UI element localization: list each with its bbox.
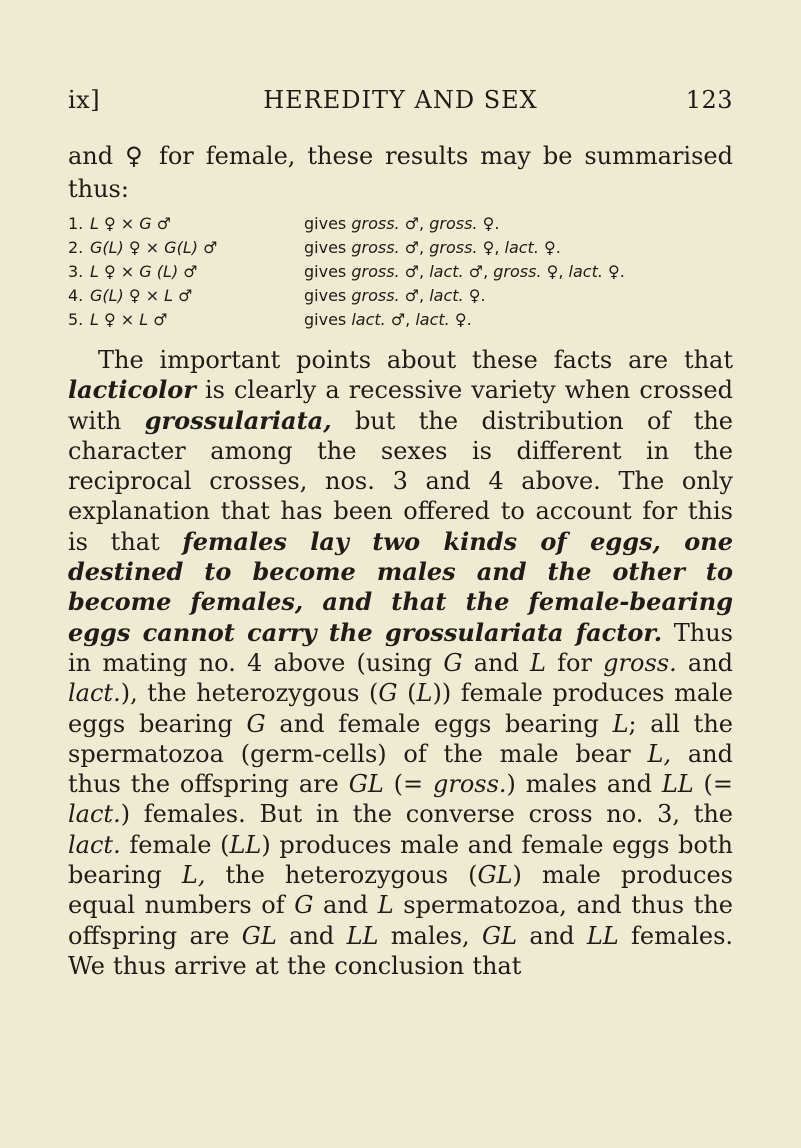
cross-row	[68, 308, 733, 332]
result-segment: lact.	[504, 238, 539, 257]
result-segment: gross.	[493, 262, 542, 281]
paragraph-segment: G	[246, 709, 266, 738]
paragraph-segment: (=	[693, 770, 734, 799]
paragraph-segment: and female eggs bearing	[265, 709, 613, 738]
cross-formula: G(L) ♀ × G(L) ♂	[90, 238, 218, 257]
paragraph-segment: grossulariata,	[144, 405, 332, 435]
paragraph-segment: L	[612, 709, 629, 738]
cross-result	[304, 308, 733, 332]
cross-number: 1.	[68, 214, 84, 233]
paragraph-segment: LL	[229, 830, 262, 859]
paragraph-segment: (=	[383, 770, 433, 799]
paragraph-segment: G	[294, 891, 314, 920]
female-symbol: ♀	[125, 142, 147, 170]
body-paragraph	[68, 345, 733, 981]
result-segment: ♂,	[399, 214, 430, 233]
cross-formula: L ♀ × L ♂	[90, 310, 168, 329]
paragraph-segment: females. We thus arrive at the conclusion that	[68, 921, 734, 980]
cross-result	[304, 212, 733, 236]
paragraph-segment: G	[443, 648, 463, 677]
paragraph-segment: and thus the offspring are	[68, 739, 733, 799]
intro-sentence	[68, 140, 733, 206]
paragraph-segment: females lay two kinds of eggs, one destined to become males and the other to become females, and that the female-bearing eggs cannot carry the grossulariata factor.	[68, 526, 733, 647]
cross-number: 2.	[68, 238, 84, 257]
paragraph-segment: ) males and	[506, 770, 662, 799]
result-segment: ♀.	[538, 238, 561, 257]
result-segment: gross.	[429, 238, 478, 257]
result-segment: lact.	[429, 262, 464, 281]
paragraph-segment: spermatozoa, and thus the offspring are	[68, 891, 733, 950]
result-segment: ♀.	[477, 214, 500, 233]
paragraph-segment: LL	[346, 921, 379, 950]
result-segment: ♀,	[477, 238, 505, 257]
paragraph-segment: gross.	[603, 648, 677, 677]
paragraph-segment: lact.	[68, 830, 121, 859]
result-segment: gross.	[351, 286, 400, 305]
paragraph-segment: L	[377, 891, 394, 920]
cross-row	[68, 260, 733, 284]
paragraph-segment: and	[676, 648, 734, 677]
cross-result	[304, 284, 733, 308]
intro-text-2: for female, these results may be summarised thus:	[68, 142, 733, 203]
paragraph-segment: ) male produces equal numbers of	[68, 861, 733, 920]
running-head	[68, 86, 733, 116]
gives-word: gives	[304, 286, 352, 305]
intro-text-1: and	[68, 142, 126, 170]
paragraph-segment: LL	[586, 921, 619, 950]
gives-word: gives	[304, 238, 352, 257]
paragraph-segment: and	[313, 891, 378, 920]
paragraph-segment: GL	[348, 770, 384, 799]
paragraph-segment: GL	[482, 921, 518, 950]
paragraph-segment: G	[378, 679, 398, 708]
paragraph-segment: The important points about these facts are that	[98, 346, 733, 374]
paragraph-segment: ) produces male and female eggs both bearing	[68, 830, 734, 890]
result-segment: ♂,	[385, 310, 416, 329]
paragraph-segment: )) female produces male eggs bearing	[68, 679, 734, 738]
paragraph-segment: and	[517, 921, 587, 950]
page-number: 123	[685, 86, 733, 114]
cross-results-list	[68, 212, 733, 332]
result-segment: ♀.	[449, 310, 472, 329]
result-segment: lact.	[429, 286, 464, 305]
paragraph-segment: lacticolor	[68, 375, 196, 405]
paragraph-segment: LL	[661, 770, 694, 799]
result-segment: gross.	[351, 262, 400, 281]
result-segment: ♂,	[399, 262, 430, 281]
paragraph-segment: the heterozygous (	[205, 861, 478, 890]
paragraph-segment: L	[530, 648, 546, 677]
cross-result	[304, 260, 733, 284]
paragraph-segment: is clearly a recessive variety when crossed with	[68, 376, 733, 435]
result-segment: ♂,	[463, 262, 494, 281]
result-segment: ♀.	[602, 262, 625, 281]
gives-word: gives	[304, 310, 352, 329]
result-segment: gross.	[351, 214, 400, 233]
result-segment: lact.	[415, 310, 450, 329]
paragraph-segment: lact.	[68, 800, 121, 829]
result-segment: gross.	[351, 238, 400, 257]
page-title: HEREDITY AND SEX	[263, 86, 538, 114]
cross-number: 5.	[68, 310, 84, 329]
paragraph-segment: but the distribution of the character among the sexes is different in the reciprocal crosses, nos. 3 and 4 above. The only explanation that has been offered to account for this is that	[68, 406, 733, 556]
paragraph-segment: and	[462, 648, 531, 677]
result-segment: lact.	[568, 262, 603, 281]
cross-number: 4.	[68, 286, 84, 305]
paragraph-segment: GL	[477, 861, 513, 890]
paragraph-segment: males,	[378, 921, 482, 950]
cross-row	[68, 212, 733, 236]
paragraph-segment: L	[416, 679, 433, 708]
result-segment: ♀.	[463, 286, 486, 305]
paragraph-segment: GL	[241, 921, 277, 950]
paragraph-segment: Thus in mating no. 4 above (using	[68, 618, 733, 677]
paragraph-segment: for	[545, 648, 604, 677]
cross-number: 3.	[68, 262, 84, 281]
cross-formula: G(L) ♀ × L ♂	[90, 286, 193, 305]
gives-word: gives	[304, 262, 352, 281]
result-segment: gross.	[429, 214, 478, 233]
cross-row	[68, 236, 733, 260]
paragraph-segment: lact.	[68, 679, 121, 708]
paragraph-segment: female (	[120, 830, 230, 859]
paragraph-segment: L,	[647, 739, 672, 768]
paragraph-segment: ) females. But in the converse cross no. 3, the	[120, 800, 733, 829]
gives-word: gives	[304, 214, 352, 233]
paragraph-segment: L,	[181, 861, 206, 890]
paragraph-segment: gross.	[432, 770, 507, 799]
paragraph-segment: and	[276, 921, 347, 950]
cross-formula: L ♀ × G ♂	[90, 214, 172, 233]
result-segment: ♂,	[399, 238, 430, 257]
result-segment: ♂,	[399, 286, 430, 305]
result-segment: lact.	[351, 310, 386, 329]
cross-result	[304, 236, 733, 260]
chapter-number: ix]	[68, 86, 101, 114]
cross-formula: L ♀ × G (L) ♂	[90, 262, 198, 281]
paragraph-segment: ; all the spermatozoa (germ-cells) of the male bear	[68, 709, 733, 768]
result-segment: ♀,	[541, 262, 569, 281]
paragraph-segment: (	[397, 679, 417, 708]
paragraph-segment: ), the heterozygous (	[120, 679, 379, 708]
cross-row	[68, 284, 733, 308]
